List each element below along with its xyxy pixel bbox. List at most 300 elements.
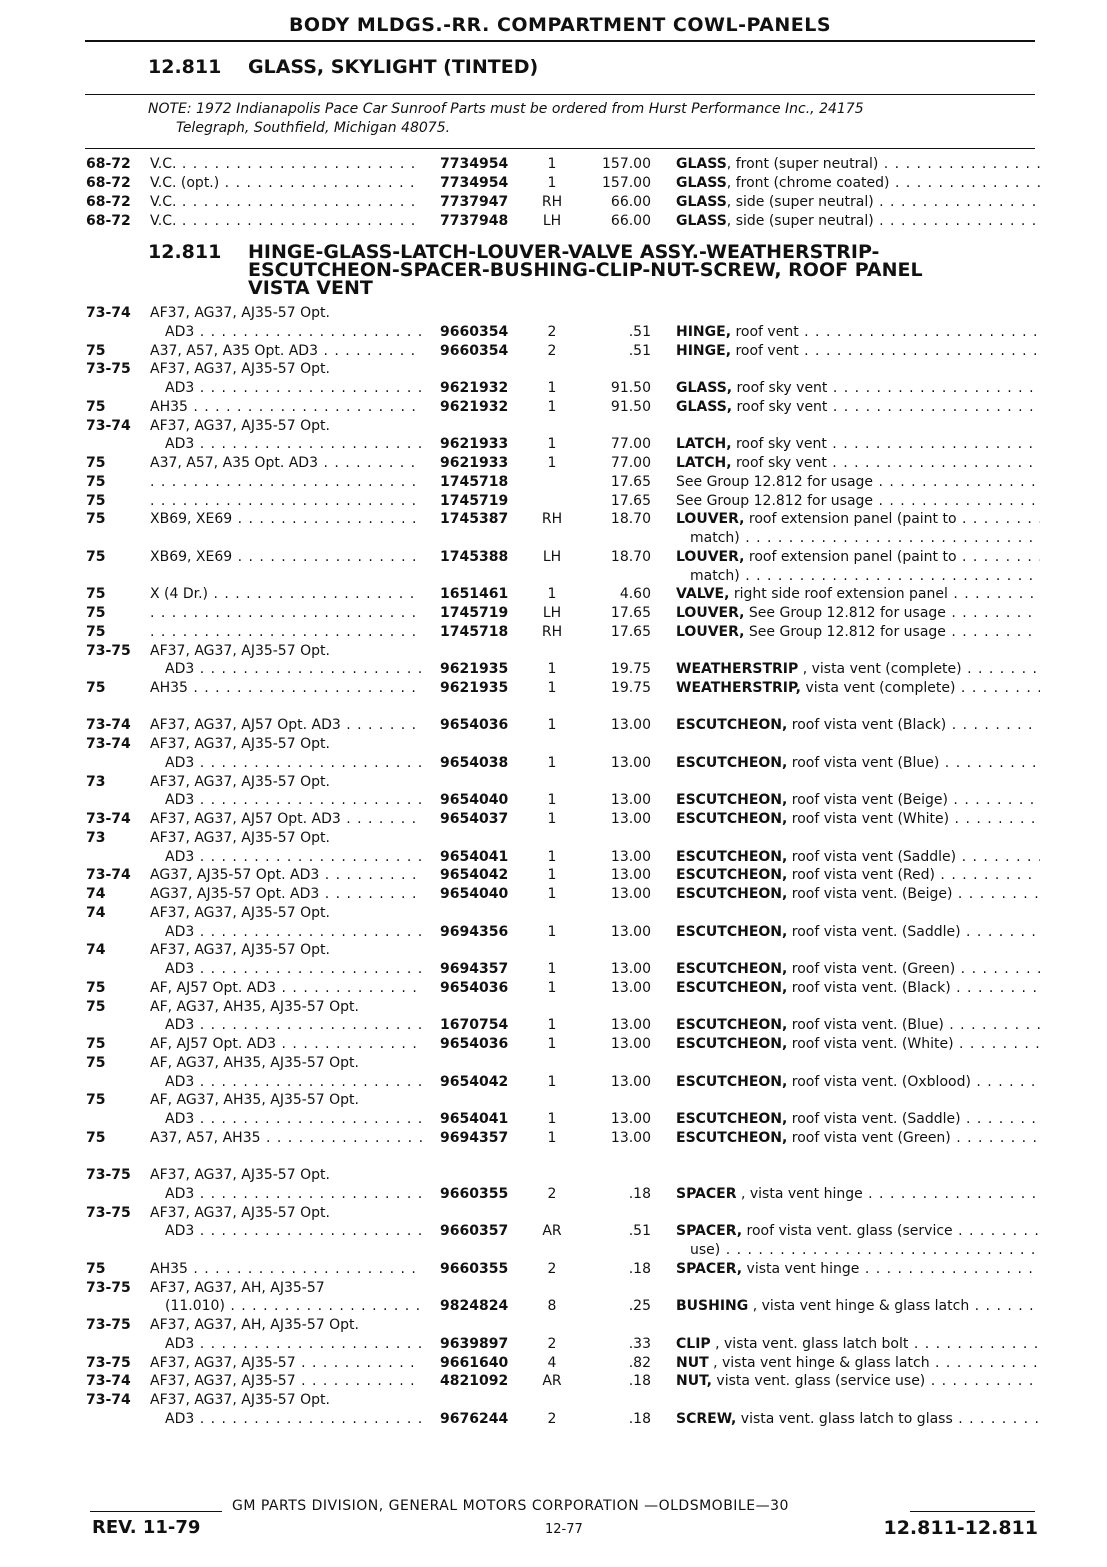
table-row bbox=[0, 323, 1107, 342]
part-description: , front (super neutral) bbox=[726, 156, 879, 172]
section-2-title-line-1: HINGE-GLASS-LATCH-LOUVER-VALVE ASSY.-WEATHERSTRIP- bbox=[248, 241, 880, 263]
year-cell: 73-75 bbox=[86, 1354, 131, 1371]
model-cell: AF37, AG37, AH, AJ35-57 Opt. bbox=[150, 1317, 359, 1333]
price-cell: .18 bbox=[628, 1373, 651, 1390]
quantity-cell: RH bbox=[541, 623, 563, 640]
part-name: ESCUTCHEON, bbox=[676, 717, 788, 734]
year-cell: 74 bbox=[86, 886, 106, 902]
part-number-cell: 9621932 bbox=[440, 398, 509, 415]
table-row bbox=[0, 360, 1107, 379]
part-name: HINGE, bbox=[676, 323, 732, 340]
part-name: NUT, bbox=[676, 1373, 712, 1390]
year-cell: 73-74 bbox=[86, 867, 131, 884]
table-row bbox=[0, 174, 1107, 193]
model-cell: AF37, AG37, AJ57 Opt. AD3 . . . bbox=[150, 810, 422, 829]
price-cell: 13.00 bbox=[610, 848, 651, 865]
quantity-cell: 1 bbox=[547, 1129, 557, 1146]
part-number-cell: 1745387 bbox=[440, 511, 509, 528]
year-cell: 75 bbox=[86, 548, 106, 565]
part-description: , vista vent hinge & glass latch bbox=[748, 1298, 970, 1315]
quantity-cell: 1 bbox=[547, 661, 557, 678]
table-row bbox=[0, 1260, 1107, 1279]
price-cell: 13.00 bbox=[610, 1073, 651, 1090]
description-cell bbox=[676, 1354, 1040, 1373]
model-cell: AF37, AG37, AJ57 Opt. AD3 . . . bbox=[150, 716, 422, 735]
part-description: roof vista vent. (Oxblood) bbox=[787, 1073, 971, 1090]
model-cell: AF37, AG37, AJ35-57 Opt. bbox=[150, 417, 330, 434]
model-cell: AF37, AG37, AJ35-57 Opt. bbox=[150, 1167, 330, 1183]
model-cell: AH35 . . . bbox=[150, 679, 422, 698]
footer-rule-right bbox=[910, 1511, 1035, 1512]
model-cell: AF37, AG37, AJ35-57 Opt. bbox=[150, 1392, 330, 1408]
year-cell: 73-74 bbox=[86, 736, 131, 752]
part-number-cell: 9654036 bbox=[440, 1036, 509, 1052]
part-number-cell: 1670754 bbox=[440, 1017, 509, 1034]
model-cell: (11.010) . . . bbox=[165, 1297, 422, 1316]
note-line-1: NOTE: 1972 Indianapolis Pace Car Sunroof Parts must be ordered from Hurst Performance Inc., 24175 bbox=[148, 101, 864, 117]
model-cell: AF37, AG37, AJ35-57 Opt. bbox=[150, 736, 330, 752]
part-number-cell: 9694357 bbox=[440, 961, 509, 977]
part-description: roof vista vent (Red) bbox=[787, 867, 935, 884]
quantity-cell: 1 bbox=[547, 1111, 557, 1127]
part-name: ESCUTCHEON, bbox=[676, 811, 788, 827]
year-cell: 73-75 bbox=[86, 1204, 131, 1221]
description-cell bbox=[676, 979, 1040, 998]
part-description: roof extension panel (paint to bbox=[744, 511, 957, 528]
description-cell bbox=[676, 473, 1040, 492]
price-cell: 4.60 bbox=[619, 586, 651, 603]
part-description: roof vista vent (Beige) bbox=[787, 792, 948, 809]
year-cell: 73-74 bbox=[86, 717, 131, 734]
part-number-cell: 9654037 bbox=[440, 811, 509, 827]
section-1-rule bbox=[85, 94, 1035, 95]
price-cell: 13.00 bbox=[610, 961, 651, 977]
table-row bbox=[0, 585, 1107, 604]
year-cell: 74 bbox=[86, 942, 106, 959]
part-name: GLASS bbox=[676, 175, 727, 191]
part-description: roof sky vent bbox=[731, 455, 827, 471]
model-cell: AF37, AG37, AJ35-57 Opt. bbox=[150, 942, 330, 959]
model-cell: AG37, AJ35-57 Opt. AD3 . . . bbox=[150, 866, 422, 885]
page-header-title: BODY MLDGS.-RR. COMPARTMENT COWL-PANELS bbox=[288, 14, 832, 36]
quantity-cell: 2 bbox=[547, 1185, 557, 1202]
table-row bbox=[0, 417, 1107, 436]
part-number-cell: 7737948 bbox=[440, 213, 509, 229]
year-cell: 75 bbox=[86, 473, 106, 490]
model-cell: AF37, AG37, AH, AJ35-57 bbox=[150, 1279, 325, 1296]
part-number-cell: 9654040 bbox=[440, 886, 509, 902]
part-description: roof vista vent (White) bbox=[787, 811, 950, 827]
table-row bbox=[0, 1391, 1107, 1410]
description-cell bbox=[676, 174, 1040, 193]
part-name: CLIP bbox=[676, 1335, 711, 1352]
table-row bbox=[0, 1372, 1107, 1391]
part-name: ESCUTCHEON, bbox=[676, 1036, 788, 1052]
model-cell: AF37, AG37, AJ35-57 Opt. bbox=[150, 904, 330, 921]
part-description: vista vent. glass (service use) bbox=[711, 1373, 926, 1390]
description-cell bbox=[676, 435, 1040, 454]
year-cell: 73-74 bbox=[86, 305, 131, 321]
description-cell bbox=[676, 1016, 1040, 1035]
description-cell bbox=[676, 193, 1040, 212]
part-description: roof vent bbox=[731, 342, 799, 359]
description-cell bbox=[676, 379, 1040, 398]
table-row bbox=[0, 604, 1107, 623]
model-cell: V.C. . . . bbox=[150, 212, 422, 231]
model-cell: AF, AG37, AH35, AJ35-57 Opt. bbox=[150, 1092, 359, 1109]
price-cell: 18.70 bbox=[610, 548, 651, 565]
price-cell: 157.00 bbox=[602, 175, 651, 191]
quantity-cell: 2 bbox=[547, 1335, 557, 1352]
quantity-cell: 2 bbox=[547, 323, 557, 340]
model-cell: AF37, AG37, AJ35-57 Opt. bbox=[150, 642, 330, 659]
table-row bbox=[0, 1091, 1107, 1110]
year-cell: 73-75 bbox=[86, 1317, 131, 1333]
table-row bbox=[0, 379, 1107, 398]
part-number-cell: 7734954 bbox=[440, 175, 509, 191]
part-name: ESCUTCHEON, bbox=[676, 867, 788, 884]
quantity-cell: 1 bbox=[547, 792, 557, 809]
description-cell bbox=[676, 1185, 1040, 1204]
year-cell: 75 bbox=[86, 623, 106, 640]
price-cell: 13.00 bbox=[610, 1111, 651, 1127]
table-row bbox=[0, 904, 1107, 923]
year-cell: 75 bbox=[86, 1260, 106, 1277]
model-cell: AD3 . . . bbox=[165, 1110, 422, 1129]
model-cell: AD3 . . . bbox=[165, 323, 422, 342]
table-row bbox=[0, 510, 1107, 529]
table-row bbox=[0, 473, 1107, 492]
year-cell: 75 bbox=[86, 492, 106, 509]
table-row bbox=[0, 979, 1107, 998]
model-cell: AD3 . . . bbox=[165, 1222, 422, 1241]
year-cell: 73-75 bbox=[86, 1167, 131, 1183]
table-row bbox=[0, 998, 1107, 1017]
year-cell: 73-75 bbox=[86, 1279, 131, 1296]
description-cell bbox=[676, 1222, 1040, 1241]
table-row bbox=[0, 1410, 1107, 1429]
part-name: GLASS, bbox=[676, 398, 733, 415]
description-cell bbox=[676, 660, 1040, 679]
footer-publisher: GM PARTS DIVISION, GENERAL MOTORS CORPORATION —OLDSMOBILE—30 bbox=[232, 1498, 789, 1514]
price-cell: 17.65 bbox=[610, 473, 651, 490]
table-row bbox=[0, 548, 1107, 567]
description-cell bbox=[676, 155, 1040, 174]
price-cell: 17.65 bbox=[610, 605, 651, 621]
quantity-cell: LH bbox=[542, 548, 562, 565]
part-number-cell: 1745719 bbox=[440, 492, 509, 509]
year-cell: 68-72 bbox=[86, 194, 131, 210]
model-cell: A37, A57, A35 Opt. AD3 . . . bbox=[150, 342, 422, 361]
quantity-cell: 1 bbox=[547, 156, 557, 172]
part-number-cell: 9654042 bbox=[440, 867, 509, 884]
description-cell bbox=[676, 492, 1040, 511]
quantity-cell: 1 bbox=[547, 754, 557, 771]
table-row bbox=[0, 642, 1107, 661]
part-description: See Group 12.812 for usage bbox=[744, 623, 946, 640]
price-cell: 13.00 bbox=[610, 886, 651, 902]
year-cell: 73 bbox=[86, 773, 106, 790]
model-cell bbox=[150, 604, 422, 623]
price-cell: 13.00 bbox=[610, 1036, 651, 1052]
part-number-cell: 9694356 bbox=[440, 923, 509, 940]
part-number-cell: 9654036 bbox=[440, 979, 509, 996]
quantity-cell: 1 bbox=[547, 886, 557, 902]
part-description: See Group 12.812 for usage bbox=[676, 473, 874, 490]
model-cell: X (4 Dr.) . . . bbox=[150, 585, 422, 604]
part-name: SPACER, bbox=[676, 1223, 743, 1240]
price-cell: 91.50 bbox=[610, 398, 651, 415]
model-cell bbox=[150, 473, 422, 492]
table-row bbox=[0, 923, 1107, 942]
section-1-title: GLASS, SKYLIGHT (TINTED) bbox=[248, 56, 539, 78]
table-row bbox=[0, 885, 1107, 904]
part-description: , vista vent hinge & glass latch bbox=[708, 1354, 930, 1371]
table-row bbox=[0, 679, 1107, 698]
table-row bbox=[0, 1316, 1107, 1335]
description-continuation: match) . . . bbox=[690, 529, 1040, 548]
model-cell: XB69, XE69 . . . bbox=[150, 510, 422, 529]
part-description: See Group 12.812 for usage bbox=[676, 492, 874, 509]
table-row bbox=[0, 848, 1107, 867]
group-range: 12.811-12.811 bbox=[883, 1517, 1038, 1539]
model-cell: AF, AG37, AH35, AJ35-57 Opt. bbox=[150, 998, 359, 1015]
part-description: , vista vent (complete) bbox=[798, 661, 962, 678]
description-cell bbox=[676, 1110, 1040, 1129]
part-number-cell: 1745718 bbox=[440, 473, 509, 490]
model-cell: AG37, AJ35-57 Opt. AD3 . . . bbox=[150, 885, 422, 904]
table-row bbox=[0, 1016, 1107, 1035]
table-row bbox=[0, 1204, 1107, 1223]
header-rule bbox=[85, 40, 1035, 42]
model-cell: AF37, AG37, AJ35-57 Opt. bbox=[150, 361, 330, 378]
quantity-cell: 1 bbox=[547, 380, 557, 396]
price-cell: 13.00 bbox=[610, 923, 651, 940]
description-cell bbox=[676, 623, 1040, 642]
part-number-cell: 9654036 bbox=[440, 717, 509, 734]
table-row bbox=[0, 492, 1107, 511]
price-cell: .25 bbox=[628, 1298, 651, 1315]
part-number-cell: 9660355 bbox=[440, 1260, 509, 1277]
year-cell: 68-72 bbox=[86, 156, 131, 172]
description-cell bbox=[676, 923, 1040, 942]
part-name: ESCUTCHEON, bbox=[676, 923, 788, 940]
year-cell: 75 bbox=[86, 586, 106, 603]
part-name: SPACER, bbox=[676, 1260, 743, 1277]
price-cell: .18 bbox=[628, 1185, 651, 1202]
year-cell: 73-74 bbox=[86, 417, 131, 434]
model-cell: A37, A57, A35 Opt. AD3 . . . bbox=[150, 454, 422, 473]
part-description: roof vista vent. (Blue) bbox=[787, 1017, 944, 1034]
part-number-cell: 9621933 bbox=[440, 436, 509, 453]
part-name: VALVE, bbox=[676, 586, 730, 603]
part-name: LATCH, bbox=[676, 455, 732, 471]
part-description: roof extension panel (paint to bbox=[744, 548, 957, 565]
model-cell: AD3 . . . bbox=[165, 435, 422, 454]
part-number-cell: 9660354 bbox=[440, 323, 509, 340]
model-cell: AF37, AG37, AJ35-57 . . . bbox=[150, 1372, 422, 1391]
description-cell bbox=[676, 398, 1040, 417]
table-row bbox=[0, 529, 1107, 548]
quantity-cell: AR bbox=[542, 1223, 562, 1240]
description-cell bbox=[676, 1260, 1040, 1279]
year-cell: 68-72 bbox=[86, 175, 131, 191]
table-row bbox=[0, 212, 1107, 231]
table-row bbox=[0, 398, 1107, 417]
table-row bbox=[0, 155, 1107, 174]
year-cell: 75 bbox=[86, 398, 106, 415]
price-cell: 66.00 bbox=[610, 213, 651, 229]
description-continuation: use) . . . bbox=[690, 1241, 1040, 1260]
price-cell: 13.00 bbox=[610, 979, 651, 996]
part-description: vista vent (complete) bbox=[801, 680, 956, 696]
quantity-cell: 1 bbox=[547, 717, 557, 734]
part-number-cell: 1745718 bbox=[440, 623, 509, 640]
table-row bbox=[0, 754, 1107, 773]
model-cell: AD3 . . . bbox=[165, 791, 422, 810]
part-number-cell: 9654041 bbox=[440, 848, 509, 865]
description-cell bbox=[676, 866, 1040, 885]
price-cell: 157.00 bbox=[602, 156, 651, 172]
price-cell: 13.00 bbox=[610, 867, 651, 884]
model-cell: AD3 . . . bbox=[165, 660, 422, 679]
part-name: LOUVER, bbox=[676, 548, 745, 565]
part-name: LOUVER, bbox=[676, 605, 745, 621]
quantity-cell: 1 bbox=[547, 961, 557, 977]
quantity-cell: 1 bbox=[547, 586, 557, 603]
table-row bbox=[0, 1129, 1107, 1148]
part-number-cell: 1651461 bbox=[440, 586, 509, 603]
part-number-cell: 9621935 bbox=[440, 680, 509, 696]
year-cell: 75 bbox=[86, 1054, 106, 1071]
part-name: SCREW, bbox=[676, 1410, 737, 1427]
table-row bbox=[0, 1166, 1107, 1185]
quantity-cell: LH bbox=[542, 213, 562, 229]
table-row bbox=[0, 791, 1107, 810]
model-cell: AD3 . . . bbox=[165, 1410, 422, 1429]
part-description: roof vista vent. (White) bbox=[787, 1036, 954, 1052]
table-row bbox=[0, 1241, 1107, 1260]
part-name: ESCUTCHEON, bbox=[676, 792, 788, 809]
price-cell: 17.65 bbox=[610, 492, 651, 509]
description-cell bbox=[676, 585, 1040, 604]
table-row bbox=[0, 454, 1107, 473]
table-row bbox=[0, 1035, 1107, 1054]
part-number-cell: 9824824 bbox=[440, 1298, 509, 1315]
part-name: ESCUTCHEON, bbox=[676, 754, 788, 771]
description-cell bbox=[676, 679, 1040, 698]
quantity-cell: 1 bbox=[547, 455, 557, 471]
part-name: BUSHING bbox=[676, 1298, 749, 1315]
price-cell: 18.70 bbox=[610, 511, 651, 528]
price-cell: 77.00 bbox=[610, 455, 651, 471]
table-row bbox=[0, 1222, 1107, 1241]
quantity-cell: 4 bbox=[547, 1354, 557, 1371]
table-row bbox=[0, 960, 1107, 979]
part-number-cell: 4821092 bbox=[440, 1373, 509, 1390]
quantity-cell: 1 bbox=[547, 1073, 557, 1090]
table-row bbox=[0, 1185, 1107, 1204]
price-cell: 17.65 bbox=[610, 623, 651, 640]
price-cell: 13.00 bbox=[610, 1017, 651, 1034]
quantity-cell: 1 bbox=[547, 867, 557, 884]
part-description: right side roof extension panel bbox=[729, 586, 948, 603]
table-row bbox=[0, 1110, 1107, 1129]
table-row bbox=[0, 716, 1107, 735]
table-row bbox=[0, 304, 1107, 323]
part-number-cell: 9660355 bbox=[440, 1185, 509, 1202]
table-row bbox=[0, 1054, 1107, 1073]
part-description: See Group 12.812 for usage bbox=[744, 605, 946, 621]
quantity-cell: 1 bbox=[547, 923, 557, 940]
model-cell: AD3 . . . bbox=[165, 1185, 422, 1204]
part-description: roof sky vent bbox=[732, 380, 828, 396]
part-description: vista vent hinge bbox=[742, 1260, 860, 1277]
model-cell: XB69, XE69 . . . bbox=[150, 548, 422, 567]
description-cell bbox=[676, 323, 1040, 342]
price-cell: .33 bbox=[628, 1335, 651, 1352]
part-name: GLASS bbox=[676, 194, 727, 210]
table-row bbox=[0, 866, 1107, 885]
price-cell: 77.00 bbox=[610, 436, 651, 453]
part-number-cell: 9639897 bbox=[440, 1335, 509, 1352]
table-row bbox=[0, 1354, 1107, 1373]
part-name: WEATHERSTRIP bbox=[676, 661, 799, 678]
table-row bbox=[0, 829, 1107, 848]
table-row bbox=[0, 773, 1107, 792]
quantity-cell: 1 bbox=[547, 1017, 557, 1034]
description-cell bbox=[676, 1035, 1040, 1054]
model-cell bbox=[150, 623, 422, 642]
year-cell: 73-75 bbox=[86, 361, 131, 378]
part-description: roof vista vent. (Saddle) bbox=[787, 923, 961, 940]
part-name: ESCUTCHEON, bbox=[676, 848, 788, 865]
footer-rule-left bbox=[90, 1511, 222, 1512]
price-cell: .82 bbox=[628, 1354, 651, 1371]
description-cell bbox=[676, 548, 1040, 567]
part-name: ESCUTCHEON, bbox=[676, 1073, 788, 1090]
note-line-2: Telegraph, Southfield, Michigan 48075. bbox=[176, 120, 451, 136]
year-cell: 74 bbox=[86, 904, 106, 921]
year-cell: 75 bbox=[86, 1129, 106, 1146]
model-cell: AF37, AG37, AJ35-57 Opt. bbox=[150, 773, 330, 790]
description-cell bbox=[676, 454, 1040, 473]
quantity-cell: 1 bbox=[547, 436, 557, 453]
model-cell: AD3 . . . bbox=[165, 1073, 422, 1092]
quantity-cell: 2 bbox=[547, 1410, 557, 1427]
table-row bbox=[0, 435, 1107, 454]
price-cell: .51 bbox=[628, 342, 651, 359]
section-2-number: 12.811 bbox=[148, 241, 222, 263]
price-cell: 13.00 bbox=[610, 792, 651, 809]
year-cell: 73-75 bbox=[86, 642, 131, 659]
description-cell bbox=[676, 604, 1040, 623]
quantity-cell: 2 bbox=[547, 342, 557, 359]
part-number-cell: 9676244 bbox=[440, 1410, 509, 1427]
part-name: GLASS, bbox=[676, 380, 733, 396]
model-cell: AD3 . . . bbox=[165, 848, 422, 867]
model-cell: AD3 . . . bbox=[165, 754, 422, 773]
description-cell bbox=[676, 1073, 1040, 1092]
part-number-cell: 7734954 bbox=[440, 156, 509, 172]
model-cell: V.C. . . . bbox=[150, 193, 422, 212]
description-cell bbox=[676, 754, 1040, 773]
description-cell bbox=[676, 1335, 1040, 1354]
part-description: roof vista vent (Black) bbox=[787, 717, 947, 734]
part-number-cell: 7737947 bbox=[440, 194, 509, 210]
model-cell: V.C. (opt.) . . . bbox=[150, 174, 422, 193]
year-cell: 75 bbox=[86, 1092, 106, 1109]
